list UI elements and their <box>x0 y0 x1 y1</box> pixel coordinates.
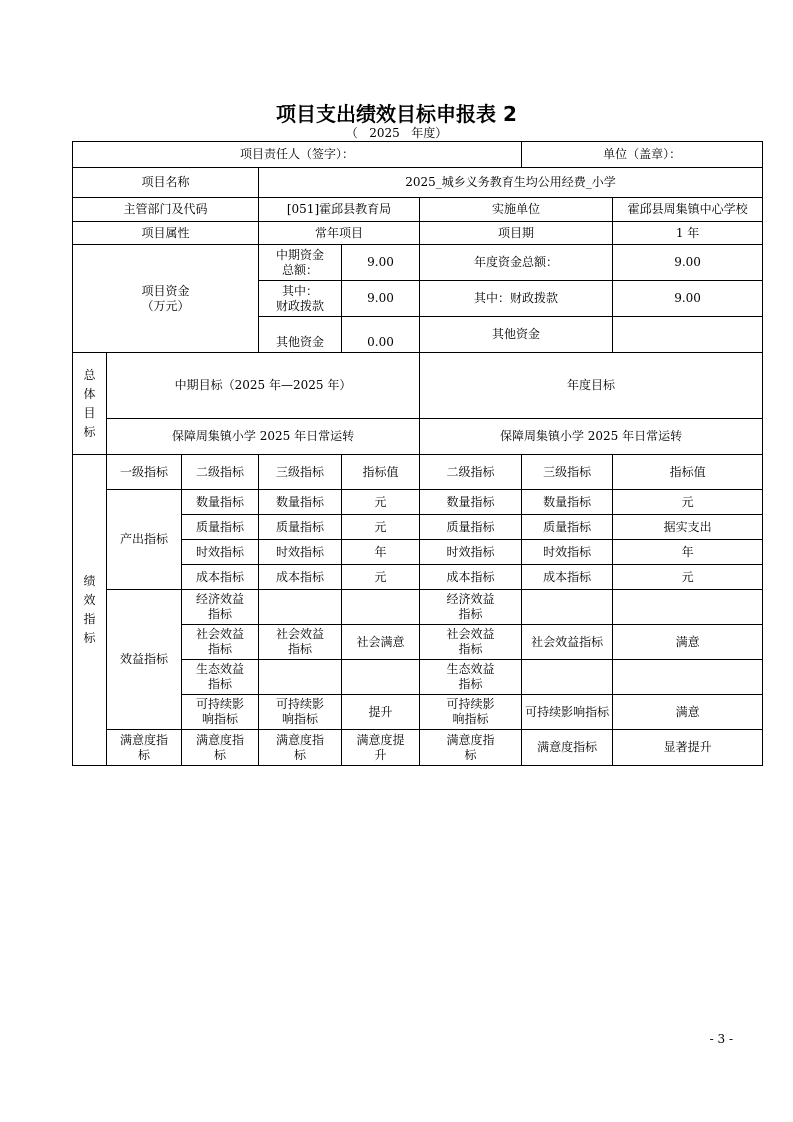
annual-total-value: 9.00 <box>613 245 763 281</box>
department-row <box>73 198 763 222</box>
header-row <box>73 142 763 168</box>
project-attribute-label: 项目属性 <box>73 222 259 245</box>
cell-annual-level2: 数量指标 <box>420 490 522 515</box>
overall-goal-label <box>73 353 107 455</box>
header-level3: 三级指标 <box>259 455 342 490</box>
cell-annual-level3: 可持续影响指标 <box>522 695 613 730</box>
benefit-indicator-label: 效益指标 <box>107 590 182 730</box>
cell-level2: 满意度指 标 <box>182 730 259 766</box>
cell-value: 满意度提 升 <box>342 730 420 766</box>
cell-value: 元 <box>342 565 420 590</box>
cell-annual-level2: 时效指标 <box>420 540 522 565</box>
overall-goal-header-row <box>73 353 763 419</box>
cell-annual-level2: 经济效益 指标 <box>420 590 522 625</box>
cell-level2: 成本指标 <box>182 565 259 590</box>
cell-level3: 成本指标 <box>259 565 342 590</box>
cell-level2: 可持续影 响指标 <box>182 695 259 730</box>
table-row <box>73 590 763 625</box>
performance-indicator-label <box>73 455 107 766</box>
annual-other-value <box>613 317 763 353</box>
cell-annual-level3: 数量指标 <box>522 490 613 515</box>
performance-indicator-char: 指 <box>83 612 96 626</box>
page-number: - 3 - <box>709 1032 733 1046</box>
project-attribute-row <box>73 222 763 245</box>
project-period-value: 1 年 <box>613 222 763 245</box>
cell-level2: 生态效益 指标 <box>182 660 259 695</box>
cell-annual-value: 元 <box>613 490 763 515</box>
cell-level2: 经济效益 指标 <box>182 590 259 625</box>
cell-annual-level2: 生态效益 指标 <box>420 660 522 695</box>
satisfaction-row <box>73 730 763 766</box>
satisfaction-level1: 满意度指 标 <box>107 730 182 766</box>
performance-form-table <box>72 141 763 766</box>
funds-total-row <box>73 245 763 281</box>
mid-term-goal-content: 保障周集镇小学 2025 年日常运转 <box>107 419 420 455</box>
annual-goal-header: 年度目标 <box>420 353 763 419</box>
performance-indicator-char: 标 <box>83 631 96 645</box>
cell-level3: 满意度指 标 <box>259 730 342 766</box>
cell-level3: 数量指标 <box>259 490 342 515</box>
cell-annual-level3: 社会效益指标 <box>522 625 613 660</box>
cell-level2: 质量指标 <box>182 515 259 540</box>
mid-fiscal-value: 9.00 <box>342 281 420 317</box>
cell-level3: 质量指标 <box>259 515 342 540</box>
project-period-label: 项目期 <box>420 222 613 245</box>
cell-annual-level3 <box>522 590 613 625</box>
cell-annual-level3: 满意度指标 <box>522 730 613 766</box>
overall-goal-char: 体 <box>83 386 96 401</box>
cell-annual-level3: 质量指标 <box>522 515 613 540</box>
mid-total-value: 9.00 <box>342 245 420 281</box>
overall-goal-char: 标 <box>83 424 96 439</box>
header-value: 指标值 <box>342 455 420 490</box>
header-annual-level3: 三级指标 <box>522 455 613 490</box>
cell-value <box>342 590 420 625</box>
responsible-person-label: 项目责任人（签字）： <box>73 142 522 168</box>
cell-annual-value: 元 <box>613 565 763 590</box>
cell-level3: 时效指标 <box>259 540 342 565</box>
cell-annual-value: 满意 <box>613 695 763 730</box>
indicator-header-row <box>73 455 763 490</box>
department-value: [051]霍邱县教育局 <box>259 198 420 222</box>
cell-annual-level3: 时效指标 <box>522 540 613 565</box>
cell-value: 社会满意 <box>342 625 420 660</box>
implementing-unit-value: 霍邱县周集镇中心学校 <box>613 198 763 222</box>
cell-level2: 时效指标 <box>182 540 259 565</box>
cell-annual-level2: 成本指标 <box>420 565 522 590</box>
header-level1: 一级指标 <box>107 455 182 490</box>
annual-goal-content: 保障周集镇小学 2025 年日常运转 <box>420 419 763 455</box>
annual-fiscal-value: 9.00 <box>613 281 763 317</box>
header-annual-level2: 二级指标 <box>420 455 522 490</box>
unit-seal-label: 单位（盖章）： <box>522 142 763 168</box>
header-level2: 二级指标 <box>182 455 259 490</box>
cell-annual-level2: 可持续影 响指标 <box>420 695 522 730</box>
cell-value: 年 <box>342 540 420 565</box>
cell-annual-level2: 社会效益 指标 <box>420 625 522 660</box>
overall-goal-content-row <box>73 419 763 455</box>
department-label: 主管部门及代码 <box>73 198 259 222</box>
cell-level2: 数量指标 <box>182 490 259 515</box>
cell-value <box>342 660 420 695</box>
annual-fiscal-label: 其中：财政拨款 <box>420 281 613 317</box>
cell-annual-value <box>613 660 763 695</box>
performance-indicator-char: 绩 <box>83 574 96 588</box>
output-indicator-label: 产出指标 <box>107 490 182 590</box>
performance-indicator-char: 效 <box>83 593 96 607</box>
project-name-value: 2025_城乡义务教育生均公用经费_小学 <box>259 168 763 198</box>
annual-other-label: 其他资金 <box>420 317 613 353</box>
overall-goal-char: 目 <box>83 405 96 420</box>
mid-total-label: 中期资金 总额： <box>259 245 342 281</box>
cell-annual-value <box>613 590 763 625</box>
table-row <box>73 490 763 515</box>
mid-fiscal-label: 其中： 财政拨款 <box>259 281 342 317</box>
page-title: 项目支出绩效目标申报表 2 <box>276 102 517 126</box>
cell-annual-value: 显著提升 <box>613 730 763 766</box>
cell-value: 元 <box>342 515 420 540</box>
header-annual-value: 指标值 <box>613 455 763 490</box>
project-attribute-value: 常年项目 <box>259 222 420 245</box>
mid-other-label: 其他资金 <box>259 317 342 353</box>
cell-annual-value: 年 <box>613 540 763 565</box>
mid-term-goal-header: 中期目标（2025 年—2025 年） <box>107 353 420 419</box>
cell-value: 元 <box>342 490 420 515</box>
cell-annual-level2: 满意度指 标 <box>420 730 522 766</box>
project-name-label: 项目名称 <box>73 168 259 198</box>
cell-level3: 可持续影 响指标 <box>259 695 342 730</box>
cell-level3 <box>259 660 342 695</box>
annual-total-label: 年度资金总额： <box>420 245 613 281</box>
overall-goal-char: 总 <box>83 367 96 382</box>
year-subtitle: （ 2025 年度） <box>345 126 448 140</box>
cell-value: 提升 <box>342 695 420 730</box>
mid-other-value: 0.00 <box>342 317 420 353</box>
cell-level3 <box>259 590 342 625</box>
cell-annual-level3 <box>522 660 613 695</box>
project-name-row <box>73 168 763 198</box>
funds-label: 项目资金 （万元） <box>73 245 259 353</box>
cell-level3: 社会效益 指标 <box>259 625 342 660</box>
cell-annual-level3: 成本指标 <box>522 565 613 590</box>
cell-annual-value: 满意 <box>613 625 763 660</box>
cell-annual-level2: 质量指标 <box>420 515 522 540</box>
cell-level2: 社会效益 指标 <box>182 625 259 660</box>
cell-annual-value: 据实支出 <box>613 515 763 540</box>
implementing-unit-label: 实施单位 <box>420 198 613 222</box>
